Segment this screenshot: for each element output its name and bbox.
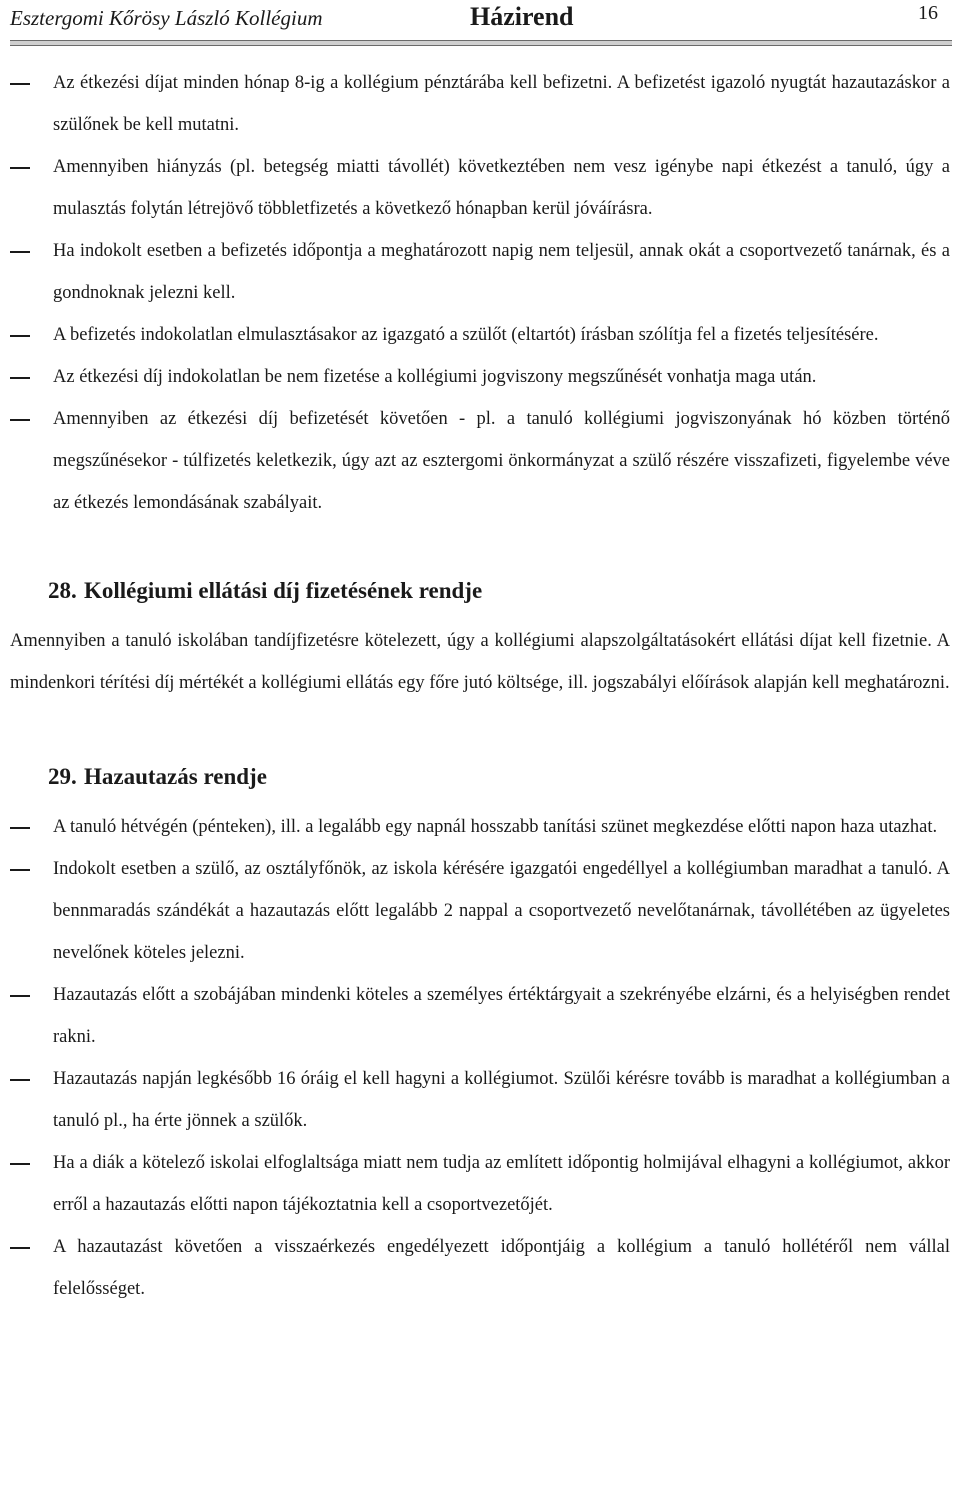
- page-header: [10, 0, 938, 40]
- list-item-text: Az étkezési díj indokolatlan be nem fizetése a kollégiumi jogviszony megszűnését vonhatja maga után.: [53, 367, 817, 387]
- section-heading-28: [10, 576, 950, 606]
- section-number: 29.: [48, 764, 77, 789]
- section-heading-29: [10, 762, 950, 792]
- list-item-text: Ha a diák a kötelező iskolai elfoglaltsága miatt nem tudja az említett időpontig holmijával elhagyni a kollégiumot, akkor erről a hazautazás előtti napon tájékoztatnia kell a csoportvezetőjét.: [53, 1153, 950, 1215]
- meal-fee-list: [10, 62, 950, 524]
- page-content: [10, 62, 950, 1310]
- list-item: [10, 356, 950, 398]
- section-title: Kollégiumi ellátási díj fizetésének rendje: [84, 578, 483, 603]
- list-item: [10, 398, 950, 524]
- list-item-text: Hazautazás napján legkésőbb 16 óráig el kell hagyni a kollégiumot. Szülői kérésre tovább is maradhat a kollégiumban a tanuló pl., ha érte jönnek a szülők.: [53, 1069, 950, 1131]
- section-number: 28.: [48, 578, 77, 603]
- list-item-text: Amennyiben hiányzás (pl. betegség miatti távollét) következtében nem vesz igénybe napi étkezést a tanuló, úgy a mulasztás folytán létrejövő többletfizetés a következő hónapban kerül jóváírásra.: [53, 157, 950, 219]
- list-item-text: A tanuló hétvégén (pénteken), ill. a legalább egy napnál hosszabb tanítási szünet megkezdése előtti napon haza utazhat.: [53, 817, 938, 837]
- list-item: [10, 848, 950, 974]
- list-item: [10, 806, 950, 848]
- list-item: [10, 146, 950, 230]
- list-item: [10, 314, 950, 356]
- page-number: 16: [918, 2, 938, 24]
- list-item: [10, 1142, 950, 1226]
- list-item: [10, 1226, 950, 1310]
- list-item-text: Az étkezési díjat minden hónap 8-ig a kollégium pénztárába kell befizetni. A befizetést igazoló nyugtát hazautazáskor a szülőnek be kell mutatni.: [53, 73, 950, 135]
- list-item: [10, 62, 950, 146]
- list-item-text: Ha indokolt esetben a befizetés időpontja a meghatározott napig nem teljesül, annak okát a csoportvezető tanárnak, és a gondnoknak jelezni kell.: [53, 241, 950, 303]
- document-title: Házirend: [470, 2, 574, 31]
- institution-name: Esztergomi Kőrösy László Kollégium: [10, 6, 323, 30]
- header-rule: [10, 40, 952, 46]
- list-item: [10, 230, 950, 314]
- section-28-body: Amennyiben a tanuló iskolában tandíjfizetésre kötelezett, úgy a kollégiumi alapszolgáltatásokért ellátási díjat kell fizetnie. A mindenkori térítési díj mértékét a kollégiumi ellátás egy főre jutó költsége, ill. jogszabályi előírások alapján kell meghatározni.: [10, 631, 950, 693]
- list-item: [10, 1058, 950, 1142]
- list-item-text: Hazautazás előtt a szobájában mindenki köteles a személyes értéktárgyait a szekrényébe elzárni, és a helyiségben rendet rakni.: [53, 985, 950, 1047]
- travel-rules-list: [10, 806, 950, 1310]
- list-item-text: A befizetés indokolatlan elmulasztásakor az igazgató a szülőt (eltartót) írásban szólítja fel a fizetés teljesítésére.: [53, 325, 879, 345]
- list-item-text: Indokolt esetben a szülő, az osztályfőnök, az iskola kérésére igazgatói engedéllyel a kollégiumban maradhat a tanuló. A bennmaradás szándékát a hazautazás előtt legalább 2 nappal a csoportvezető nevelőtanárnak, távollétében az ügyeletes nevelőnek köteles jelezni.: [53, 859, 950, 963]
- list-item-text: Amennyiben az étkezési díj befizetését követően - pl. a tanuló kollégiumi jogviszonyának hó közben történő megszűnésekor - túlfizetés keletkezik, úgy azt az esztergomi önkormányzat a szülő részére visszafizeti, figyelembe véve az étkezés lemondásának szabályait.: [53, 409, 950, 513]
- section-title: Hazautazás rendje: [84, 764, 267, 789]
- list-item-text: A hazautazást követően a visszaérkezés engedélyezett időpontjáig a kollégium a tanuló hollétéről nem vállal felelősséget.: [53, 1237, 950, 1299]
- list-item: [10, 974, 950, 1058]
